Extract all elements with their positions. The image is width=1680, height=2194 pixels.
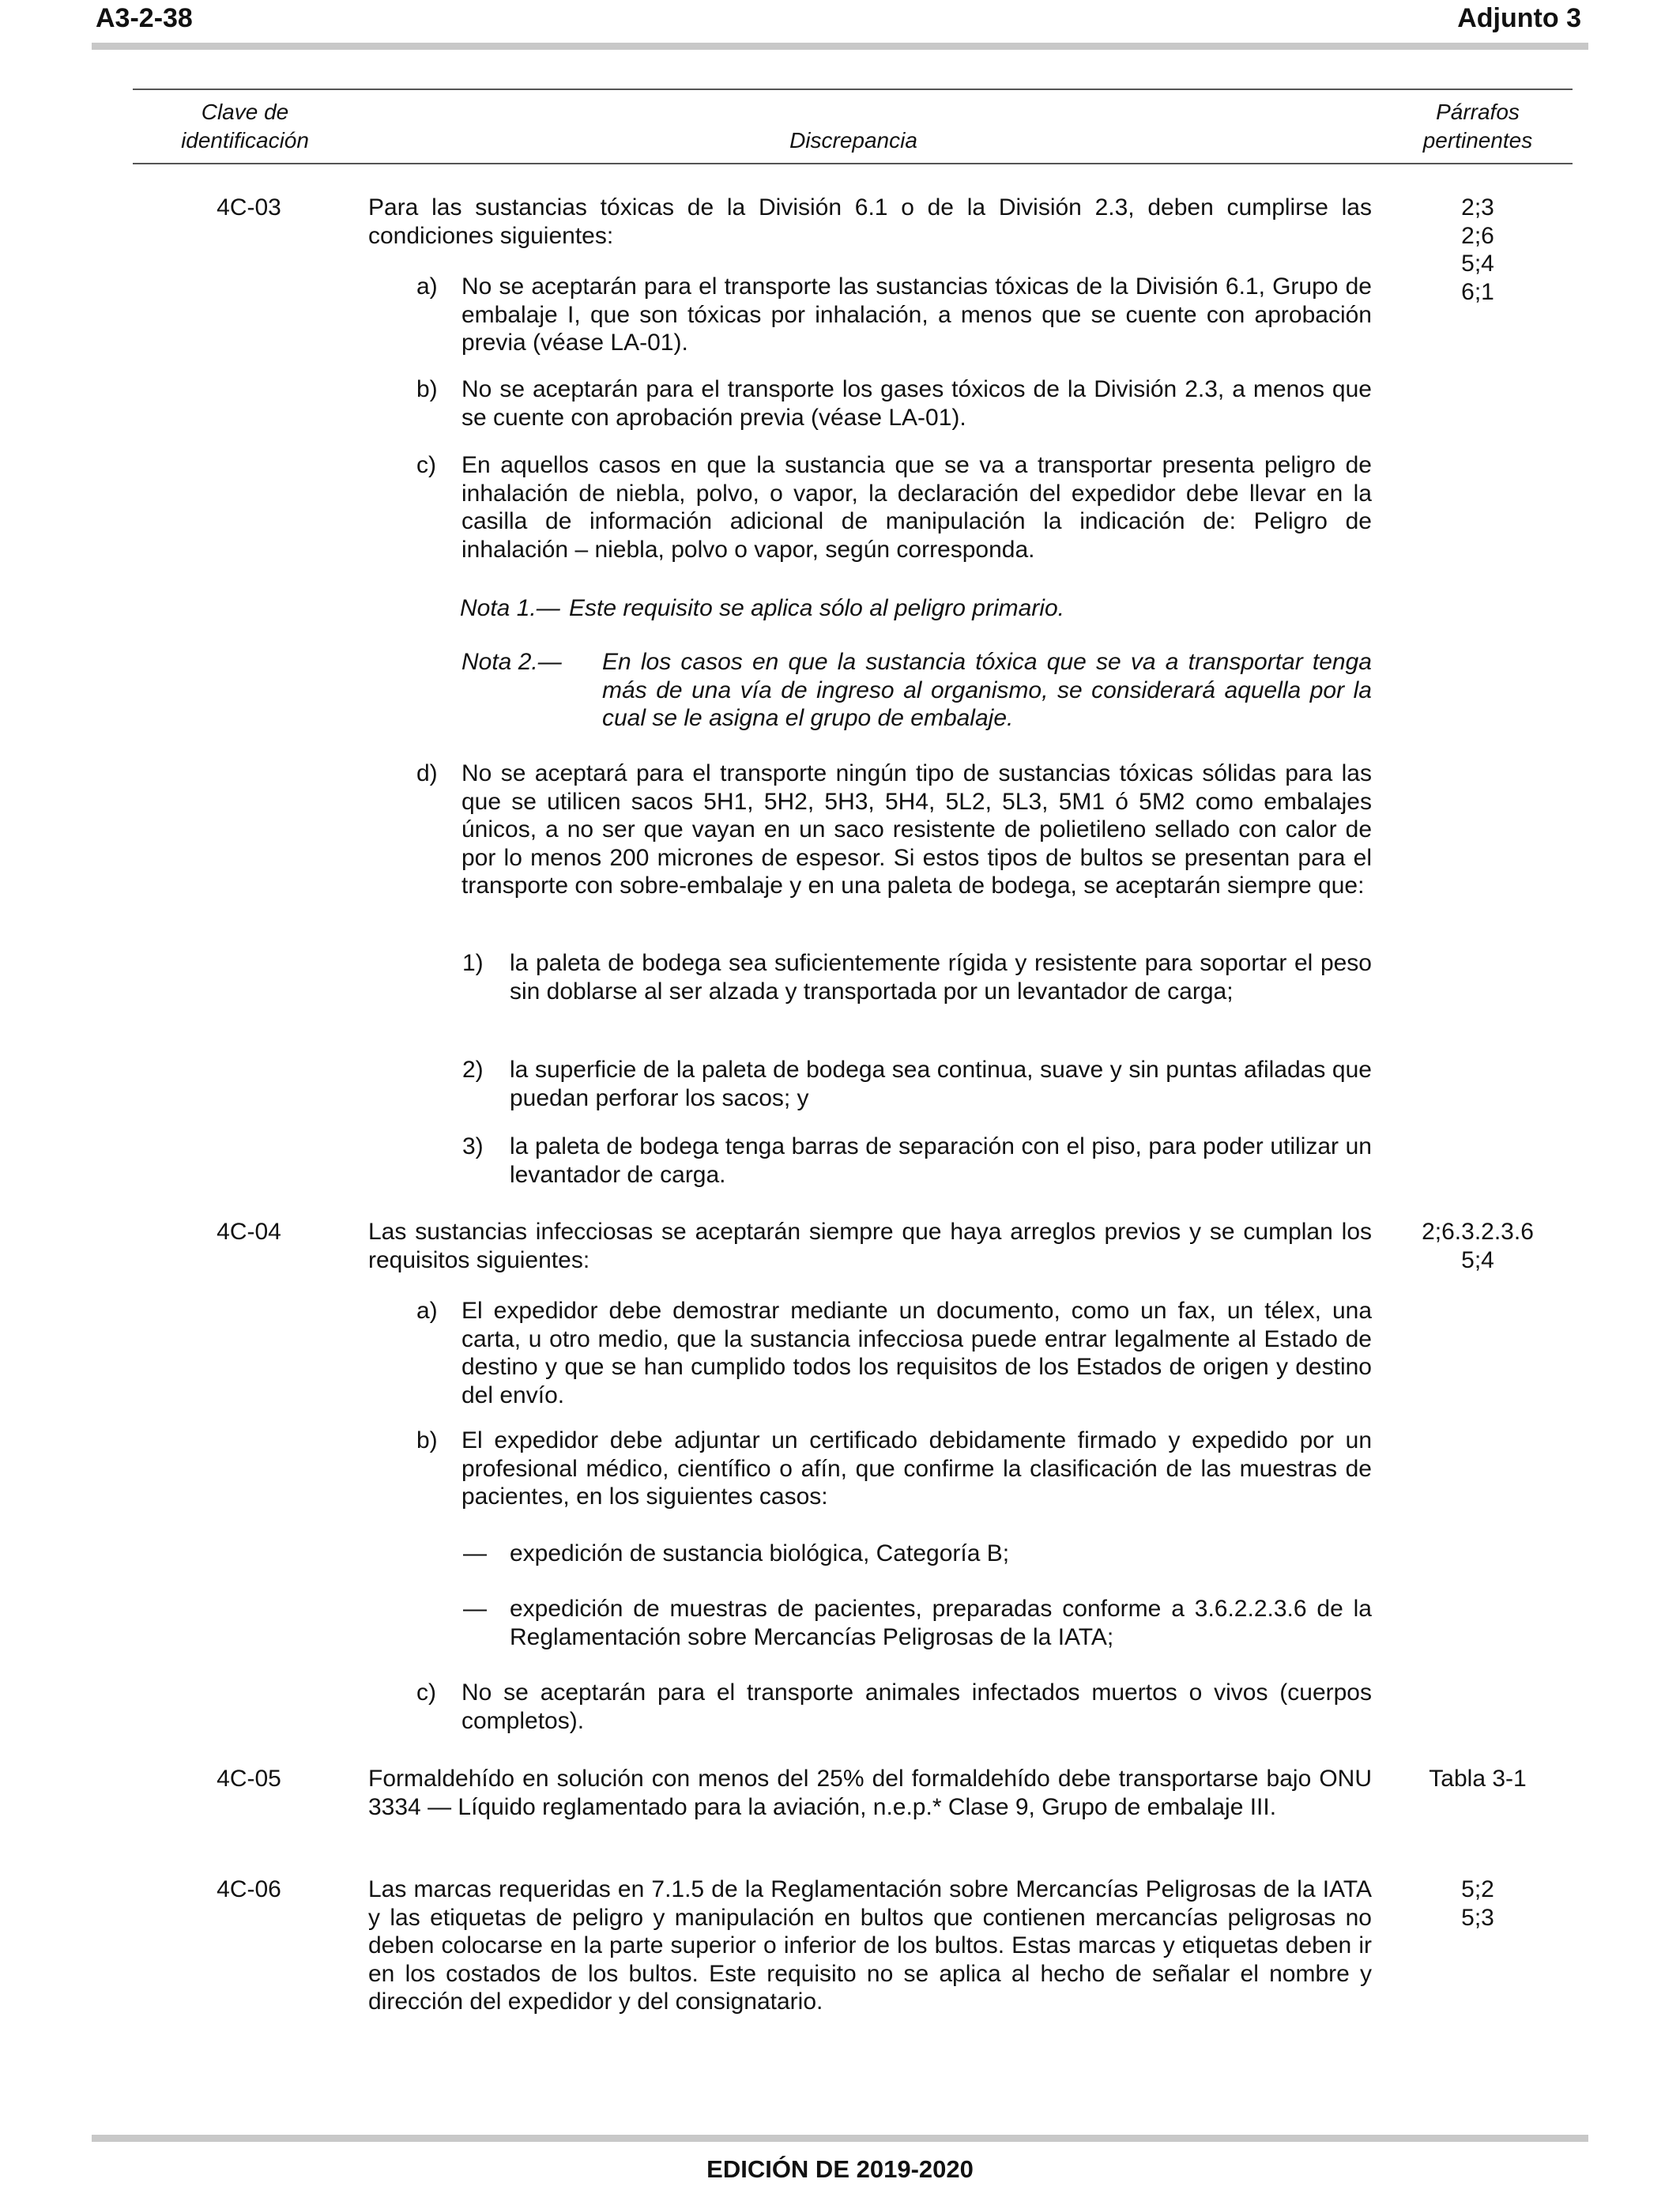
- row-intro: Formaldehído en solución con menos del 25% del formaldehído debe transportarse bajo ONU 3334 — Líquido reglamentado para la aviación, n.e.p.* Clase 9, Grupo de embalaje III.: [368, 1766, 1372, 1820]
- row-paragraph-refs: 5;2 5;3: [1461, 1876, 1494, 1931]
- note-text: Este requisito se aplica sólo al peligro primario.: [569, 595, 1064, 621]
- row-intro: Las sustancias infecciosas se aceptarán siempre que haya arreglos previos y se cumplan los requisitos siguientes:: [368, 1219, 1372, 1273]
- subitem-label: 1): [462, 950, 484, 976]
- dash-item-text: expedición de muestras de pacientes, preparadas conforme a 3.6.2.2.3.6 de la Reglamentación sobre Mercancías Peligrosas de la IATA;: [510, 1596, 1372, 1650]
- attachment-label: Adjunto 3: [1457, 3, 1581, 33]
- item-text: No se aceptarán para el transporte animales infectados muertos o vivos (cuerpos completos).: [461, 1679, 1372, 1734]
- footer-rule: [92, 2135, 1588, 2142]
- column-header-key: Clave de identificación: [181, 100, 309, 153]
- item-label: a): [416, 273, 438, 300]
- dash-label: —: [463, 1540, 487, 1566]
- item-label: d): [416, 760, 438, 786]
- item-label: b): [416, 376, 438, 402]
- row-key: 4C-05: [217, 1766, 281, 1792]
- row-key: 4C-06: [217, 1876, 281, 1902]
- item-label: b): [416, 1427, 438, 1453]
- table-header-rule: [133, 163, 1573, 164]
- row-intro: Las marcas requeridas en 7.1.5 de la Reglamentación sobre Mercancías Peligrosas de la IATA y las etiquetas de peligro y manipulación en bultos que contienen mercancías peligrosas no deben colocarse en la parte superior o inferior de los bultos. Estas marcas y etiquetas deben ir en los costados de los bultos. Este requisito no se aplica al hecho de señalar el nombre y dirección del expedidor y del consignatario.: [368, 1876, 1372, 2015]
- header-rule: [92, 43, 1588, 50]
- column-header-discrepancy: Discrepancia: [789, 128, 917, 153]
- dash-item-text: expedición de sustancia biológica, Categoría B;: [510, 1540, 1010, 1566]
- note-label: Nota 1.—: [460, 595, 560, 621]
- column-header-paragraphs: Párrafos pertinentes: [1422, 100, 1533, 153]
- item-text: El expedidor debe adjuntar un certificado debidamente firmado y expedido por un profesional médico, científico o afín, que confirme la clasificación de las muestras de pacientes, en los siguientes casos:: [461, 1427, 1372, 1510]
- item-label: a): [416, 1298, 438, 1324]
- item-text: No se aceptarán para el transporte las sustancias tóxicas de la División 6.1, Grupo de embalaje I, que son tóxicas por inhalación, a menos que se cuente con aprobación previa (véase LA-01).: [461, 273, 1372, 356]
- item-text: No se aceptarán para el transporte los gases tóxicos de la División 2.3, a menos que se cuente con aprobación previa (véase LA-01).: [461, 376, 1372, 431]
- row-key: 4C-04: [217, 1219, 281, 1245]
- table-top-rule: [133, 89, 1573, 90]
- subitem-label: 2): [462, 1057, 484, 1083]
- subitem-text: la paleta de bodega sea suficientemente rígida y resistente para soportar el peso sin doblarse al ser alzada y transportada por un levantador de carga;: [510, 950, 1372, 1005]
- note-label: Nota 2.—: [461, 649, 562, 675]
- edition-footer: EDICIÓN DE 2019-2020: [706, 2155, 974, 2183]
- page-number: A3-2-38: [96, 3, 193, 33]
- row-paragraph-refs: 2;3 2;6 5;4 6;1: [1461, 194, 1494, 305]
- row-intro: Para las sustancias tóxicas de la División 6.1 o de la División 2.3, deben cumplirse las condiciones siguientes:: [368, 194, 1372, 249]
- item-label: c): [416, 1679, 436, 1706]
- row-paragraph-refs: Tabla 3-1: [1429, 1766, 1527, 1792]
- item-text: El expedidor debe demostrar mediante un documento, como un fax, un télex, una carta, u otro medio, que la sustancia infecciosa puede entrar legalmente al Estado de destino y que se han cumplido todos los requisitos de los Estados de origen y destino del envío.: [461, 1298, 1372, 1408]
- subitem-text: la paleta de bodega tenga barras de separación con el piso, para poder utilizar un levantador de carga.: [510, 1133, 1372, 1188]
- row-key: 4C-03: [217, 194, 281, 221]
- note-text: En los casos en que la sustancia tóxica que se va a transportar tenga más de una vía de ingreso al organismo, se considerará aquella por la cual se le asigna el grupo de embalaje.: [602, 649, 1372, 731]
- item-text: No se aceptará para el transporte ningún tipo de sustancias tóxicas sólidas para las que se utilicen sacos 5H1, 5H2, 5H3, 5H4, 5L2, 5L3, 5M1 ó 5M2 como embalajes únicos, a no ser que vayan en un saco resistente de polietileno sellado con calor de por lo menos 200 micrones de espesor. Si estos tipos de bultos se presentan para el transporte con sobre-embalaje y en una paleta de bodega, se aceptarán siempre que:: [461, 760, 1372, 899]
- subitem-label: 3): [462, 1133, 484, 1159]
- item-text: En aquellos casos en que la sustancia que se va a transportar presenta peligro de inhalación de niebla, polvo, o vapor, la declaración del expedidor debe llevar en la casilla de información adicional de manipulación la indicación de: Peligro de inhalación – niebla, polvo o vapor, según corresponda.: [461, 452, 1372, 563]
- item-label: c): [416, 452, 436, 478]
- dash-label: —: [463, 1596, 487, 1622]
- subitem-text: la superficie de la paleta de bodega sea continua, suave y sin puntas afiladas que puedan perforar los sacos; y: [510, 1057, 1372, 1111]
- row-paragraph-refs: 2;6.3.2.3.6 5;4: [1422, 1219, 1534, 1273]
